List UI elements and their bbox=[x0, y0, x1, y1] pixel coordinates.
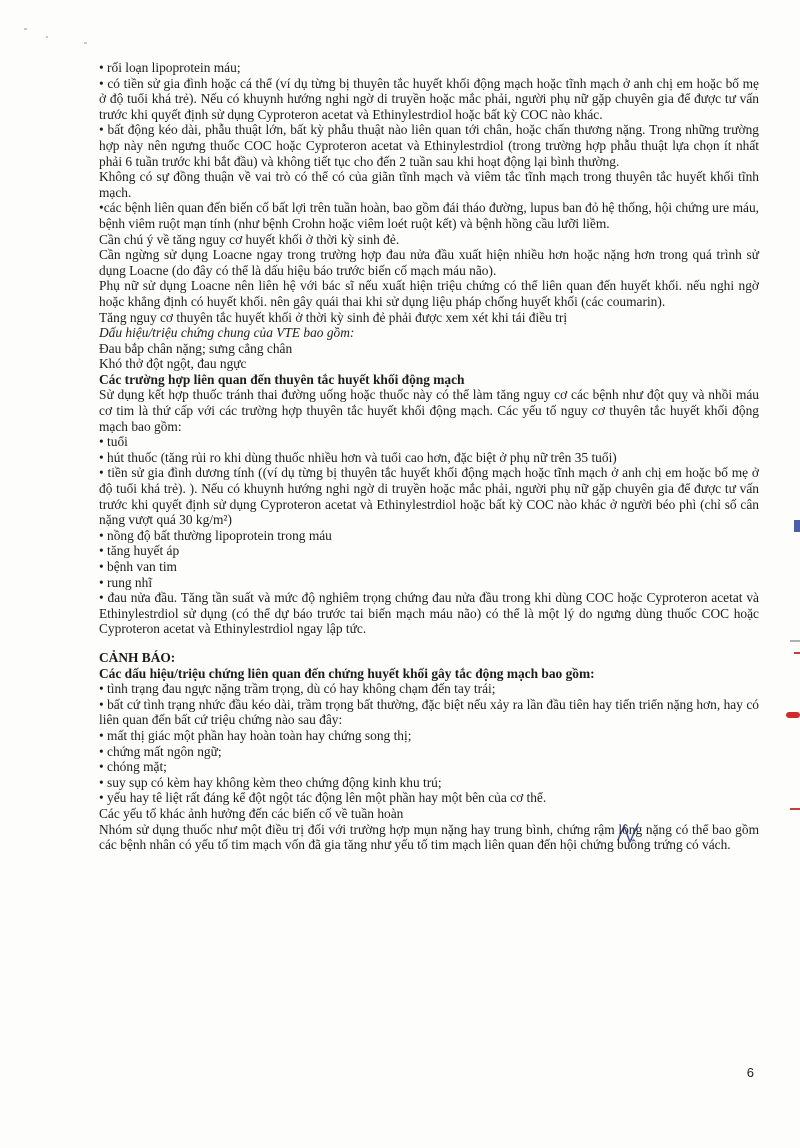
paragraph-spacer bbox=[99, 637, 759, 650]
scan-speck bbox=[84, 42, 87, 44]
scan-speck bbox=[46, 36, 48, 38]
scan-edge-mark bbox=[794, 652, 800, 654]
paragraph: Khó thở đột ngột, đau ngực bbox=[99, 356, 247, 372]
paragraph: Tăng nguy cơ thuyên tắc huyết khối ở thời kỳ sinh đẻ phải được xem xét khi tái điều trị bbox=[99, 309, 568, 325]
paragraph: Cần chú ý về tăng nguy cơ huyết khối ở thời kỳ sinh đẻ. bbox=[99, 231, 400, 247]
paragraph: • nồng độ bất thường lipoprotein trong máu bbox=[99, 527, 332, 543]
paragraph: Các yếu tố khác ảnh hưởng đến các biến cố về tuần hoàn bbox=[99, 805, 404, 821]
paragraph: • tăng huyết áp bbox=[99, 543, 180, 559]
paragraph: Phụ nữ sử dụng Loacne nên liên hệ với bác sĩ nếu xuất hiện triệu chứng có thể liên quan đến huyết khối. nếu nghi ngờ hoặc khẳng định có huyết khối. nên gây quái thai khi sử dụng liệu pháp chống huyết khối (các coumarin). bbox=[99, 278, 759, 309]
paragraph: •các bệnh liên quan đến biến cố bất lợi trên tuần hoàn, bao gồm đái tháo đường, lupus ban đỏ hệ thống, hội chứng ure máu, bệnh viêm ruột mạn tính (như bệnh Crohn hoặc viêm loét ruột kết) và bệnh hồng cầu lưỡi liềm. bbox=[99, 200, 759, 231]
paragraph: • tiền sử gia đình dương tính ((ví dụ từng bị thuyên tắc huyết khối động mạch hoặc tĩnh mạch ở anh chị em hoặc bố mẹ ở độ tuổi khá trẻ). ). Nếu có khuynh hướng nghi ngờ di truyền hoặc mắc phải, người phụ nữ gặp chuyên gia để được tư vấn trước khi quyết định sử dụng Cyproteron acetat và Ethinylestrdiol hoặc bất kỳ COC nào khác ở người béo phì (chỉ số cân nặng vượt quá 30 kg/m²) bbox=[99, 465, 759, 528]
paragraph: • đau nửa đầu. Tăng tần suất và mức độ nghiêm trọng chứng đau nửa đầu trong khi dùng COC hoặc Cyproteron acetat và Ethinylestrdiol sử dụng (có thể dự báo trước tai biến mạch máu não) có thể là một lý do ngưng dùng thuốc COC hoặc Cyproteron acetat và Ethinylestrdiol ngay lập tức. bbox=[99, 590, 759, 637]
paragraph: Không có sự đồng thuận về vai trò có thể có của giãn tĩnh mạch và viêm tắc tĩnh mạch trong thuyên tắc huyết khối tĩnh mạch. bbox=[99, 169, 759, 200]
scan-edge-mark bbox=[786, 712, 800, 718]
paragraph: • yếu hay tê liệt rất đáng kể đột ngột tác động lên một phần hay một bên của cơ thể. bbox=[99, 790, 547, 806]
paragraph: Cần ngừng sử dụng Loacne ngay trong trường hợp đau nửa đầu xuất hiện nhiều hơn hoặc nặng hơn trong quá trình sử dụng Loacne (do đây có thể là dấu hiệu báo trước biến cố mạch máu não). bbox=[99, 247, 759, 278]
section-heading: Các trường hợp liên quan đến thuyên tắc huyết khối động mạch bbox=[99, 371, 465, 387]
page-number: 6 bbox=[746, 1065, 754, 1080]
paragraph: • tuổi bbox=[99, 434, 128, 450]
paragraph: • bất động kéo dài, phẫu thuật lớn, bất kỳ phẫu thuật nào liên quan tới chân, hoặc chấn thương nặng. Trong những trường hợp này nên ngưng thuốc COC hoặc Cyproteron acetat và Ethinylestrdiol (trong trường hợp phẫu thuật lựa chọn ít nhất phải 6 tuần trước khi bắt đầu) và không tiết tục cho đến 2 tuần sau khi hoạt động lại bình thường. bbox=[99, 122, 759, 169]
paragraph: • mất thị giác một phần hay hoàn toàn hay chứng song thị; bbox=[99, 727, 412, 743]
paragraph: • có tiền sử gia đình hoặc cá thể (ví dụ từng bị thuyên tắc huyết khối động mạch hoặc tĩnh mạch ở anh chị em hoặc bố mẹ ở độ tuổi khá trẻ). Nếu có khuynh hướng nghi ngờ di truyền hoặc mắc phải, người phụ nữ gặp chuyên gia để được tư vấn trước khi quyết định sử dụng Cyproteron acetat và Ethinylestrdiol hoặc bất kỳ COC nào khác. bbox=[99, 75, 759, 122]
paragraph: Dấu hiệu/triệu chứng chung của VTE bao gồm: bbox=[99, 325, 355, 341]
paragraph: • rối loạn lipoprotein máu; bbox=[99, 60, 241, 75]
scan-edge-mark bbox=[790, 640, 800, 642]
paragraph: • hút thuốc (tăng rủi ro khi dùng thuốc nhiều hơn và tuổi cao hơn, đặc biệt ở phụ nữ trên 35 tuổi) bbox=[99, 449, 617, 465]
section-heading: CẢNH BÁO: bbox=[99, 649, 176, 665]
paragraph: • chóng mặt; bbox=[99, 759, 167, 775]
paragraph: • bất cứ tình trạng nhức đầu kéo dài, trầm trọng bất thường, đặc biệt nếu xảy ra lần đầu tiên hay tiến triển nặng hơn, hay có liên quan đến bất cứ triệu chứng nào sau đây: bbox=[99, 696, 759, 728]
paragraph: Nhóm sử dụng thuốc như một điều trị đối với trường hợp mụn nặng hay trung bình, chứng rậm lông nặng có thể bao gồm các bệnh nhân có yếu tố tim mạch vốn đã gia tăng như yếu tố tim mạch liên quan đến hội chứng buồng trứng có vách. bbox=[99, 821, 759, 853]
scan-edge-mark bbox=[794, 520, 800, 532]
paragraph: Đau bắp chân nặng; sưng cẳng chân bbox=[99, 340, 293, 356]
paragraph: • rung nhĩ bbox=[99, 574, 153, 590]
scan-edge-mark bbox=[790, 808, 800, 810]
paragraph: • chứng mất ngôn ngữ; bbox=[99, 743, 222, 759]
section-heading: Các dấu hiệu/triệu chứng liên quan đến chứng huyết khối gây tắc động mạch bao gồm: bbox=[99, 665, 595, 681]
paragraph: Sử dụng kết hợp thuốc tránh thai đường uống hoặc thuốc này có thể làm tăng nguy cơ các bệnh như đột quỵ và nhồi máu cơ tim là thứ cấp với các trường hợp thuyên tắc huyết khối động mạch. Các yếu tố nguy cơ thuyên tắc huyết khối động mạch bao gồm: bbox=[99, 387, 759, 434]
document-body bbox=[99, 60, 759, 853]
scan-speck bbox=[24, 28, 27, 30]
paragraph: • bệnh van tim bbox=[99, 559, 177, 574]
paragraph: • suy sụp có kèm hay không kèm theo chứng động kinh khu trú; bbox=[99, 774, 442, 790]
paragraph: • tình trạng đau ngực nặng trầm trọng, dù có hay không chạm đến tay trái; bbox=[99, 681, 496, 697]
